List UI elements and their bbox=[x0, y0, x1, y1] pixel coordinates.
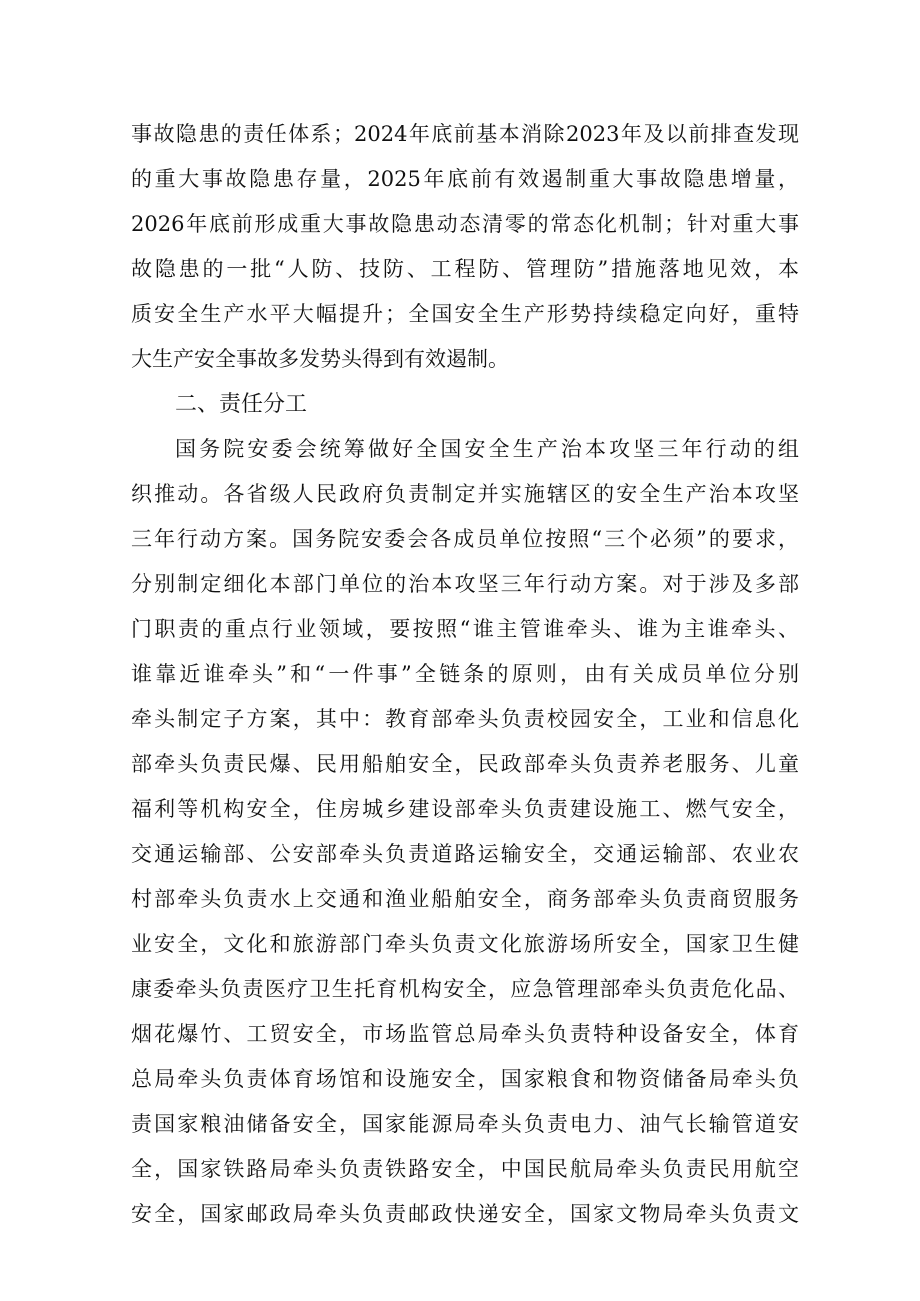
text-line: 门职责的重点行业领域，要按照“谁主管谁牵头、谁为主谁牵头、 bbox=[131, 617, 799, 641]
text-line: 牵头制定子方案，其中：教育部牵头负责校园安全，工业和信息化 bbox=[131, 707, 799, 731]
text-line: 分别制定细化本部门单位的治本攻坚三年行动方案。对于涉及多部 bbox=[131, 572, 799, 596]
text-line: 村部牵头负责水上交通和渔业船舶安全，商务部牵头负责商贸服务 bbox=[131, 887, 799, 911]
section-heading: 二、责任分工 bbox=[175, 392, 308, 417]
text-line: 2026年底前形成重大事故隐患动态清零的常态化机制；针对重大事 bbox=[131, 212, 799, 236]
text-line: 康委牵头负责医疗卫生托育机构安全，应急管理部牵头负责危化品、 bbox=[131, 977, 799, 1001]
text-line: 总局牵头负责体育场馆和设施安全，国家粮食和物资储备局牵头负 bbox=[131, 1067, 799, 1091]
text-line: 故隐患的一批“人防、技防、工程防、管理防”措施落地见效，本 bbox=[131, 257, 799, 281]
text-line: 国务院安委会统筹做好全国安全生产治本攻坚三年行动的组 bbox=[175, 437, 799, 461]
text-line: 安全，国家邮政局牵头负责邮政快递安全，国家文物局牵头负责文 bbox=[131, 1202, 799, 1226]
text-line: 谁靠近谁牵头”和“一件事”全链条的原则，由有关成员单位分别 bbox=[131, 662, 799, 686]
text-line: 福利等机构安全，住房城乡建设部牵头负责建设施工、燃气安全， bbox=[131, 797, 799, 821]
text-line: 的重大事故隐患存量，2025年底前有效遏制重大事故隐患增量， bbox=[131, 167, 799, 191]
text-line: 事故隐患的责任体系；2024年底前基本消除2023年及以前排查发现 bbox=[131, 122, 799, 146]
text-line: 全，国家铁路局牵头负责铁路安全，中国民航局牵头负责民用航空 bbox=[131, 1157, 799, 1181]
text-line: 业安全，文化和旅游部门牵头负责文化旅游场所安全，国家卫生健 bbox=[131, 932, 799, 956]
text-line: 三年行动方案。国务院安委会各成员单位按照“三个必须”的要求， bbox=[131, 527, 799, 551]
text-line: 烟花爆竹、工贸安全，市场监管总局牵头负责特种设备安全，体育 bbox=[131, 1022, 799, 1046]
text-line: 质安全生产水平大幅提升；全国安全生产形势持续稳定向好，重特 bbox=[131, 302, 799, 326]
document-body bbox=[131, 112, 799, 1237]
text-line: 责国家粮油储备安全，国家能源局牵头负责电力、油气长输管道安 bbox=[131, 1112, 799, 1136]
text-line: 大生产安全事故多发势头得到有效遏制。 bbox=[131, 347, 509, 371]
paragraph-goals bbox=[131, 112, 799, 382]
text-line: 织推动。各省级人民政府负责制定并实施辖区的安全生产治本攻坚 bbox=[131, 482, 799, 506]
text-line: 部牵头负责民爆、民用船舶安全，民政部牵头负责养老服务、儿童 bbox=[131, 752, 799, 776]
paragraph-responsibilities bbox=[131, 427, 799, 1237]
text-line: 交通运输部、公安部牵头负责道路运输安全，交通运输部、农业农 bbox=[131, 842, 799, 866]
